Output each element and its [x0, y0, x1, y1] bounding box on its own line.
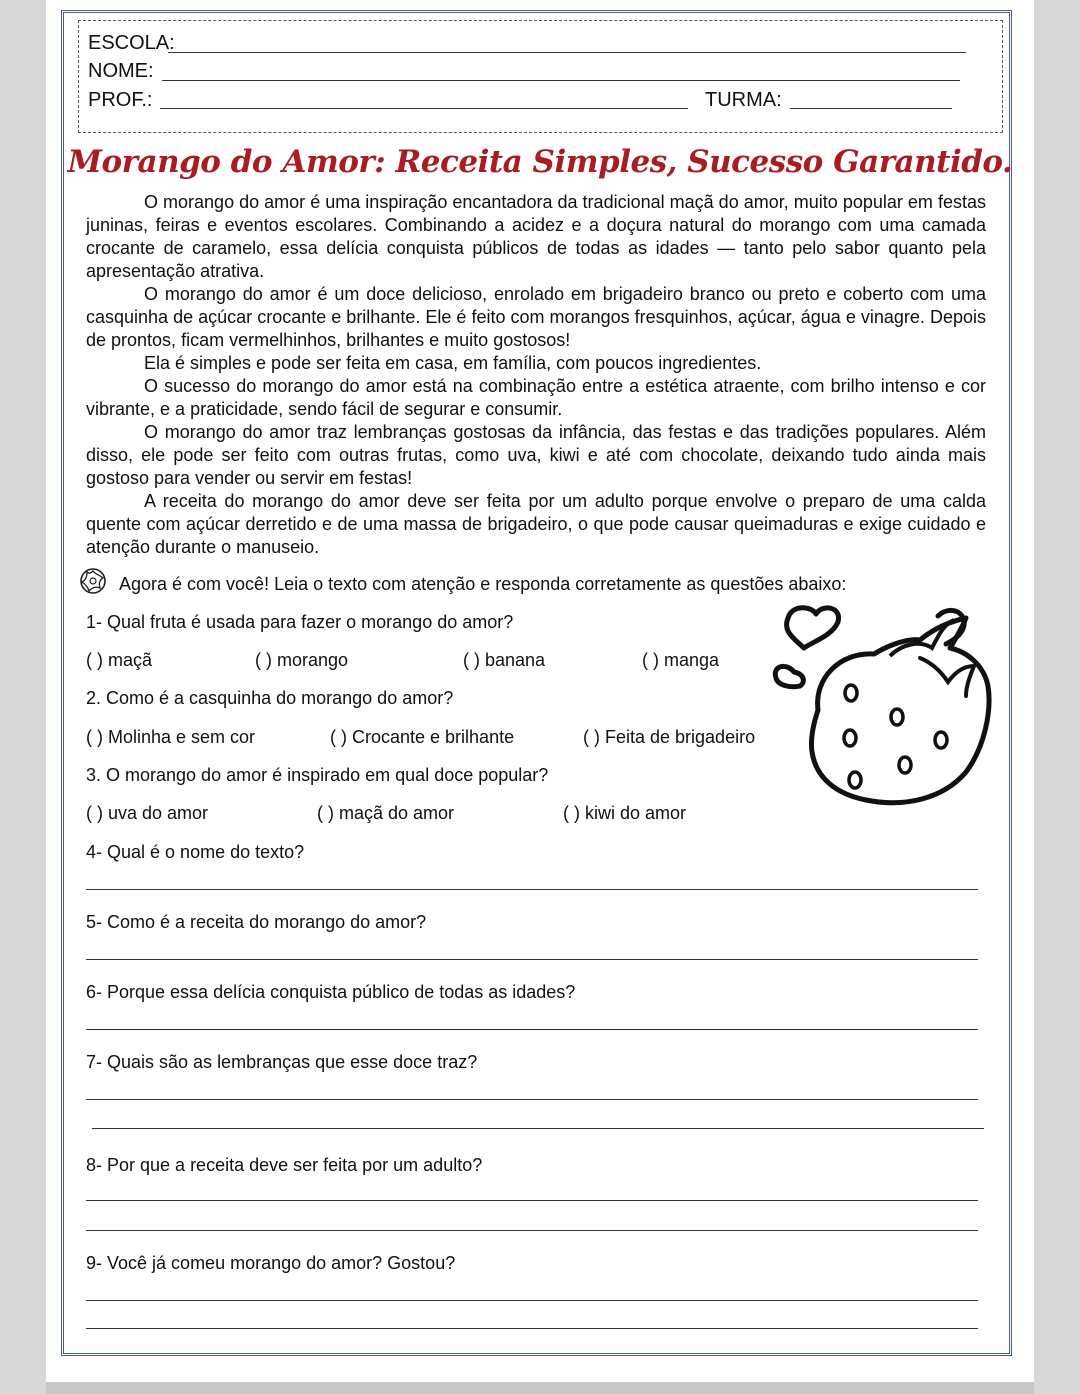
- question-2: 2. Como é a casquinha do morango do amor?: [86, 688, 454, 708]
- nome-label: NOME:: [88, 60, 154, 82]
- strawberry-icon: [770, 600, 1000, 830]
- paragraph: O morango do amor traz lembranças gostosas da infância, das festas e das tradições populares. Além disso, ele pode ser feito com outras frutas, como uva, kiwi e até com chocolate, deixando tudo ainda mais gostoso para vender ou servir em festas!: [86, 422, 986, 488]
- answer-line-q9-2[interactable]: [86, 1328, 978, 1329]
- header-box: [78, 20, 1003, 133]
- answer-line-q7-2[interactable]: [92, 1128, 984, 1129]
- q3-option-maca[interactable]: ( ) maçã do amor: [317, 803, 455, 823]
- q2-option-brigadeiro[interactable]: ( ) Feita de brigadeiro: [583, 727, 756, 747]
- answer-line-q4[interactable]: [86, 889, 978, 890]
- q1-option-banana[interactable]: ( ) banana: [463, 650, 546, 670]
- flower-icon: [78, 566, 108, 596]
- q3-option-uva[interactable]: ( ) uva do amor: [86, 803, 209, 823]
- q2-option-molinha[interactable]: ( ) Molinha e sem cor: [86, 727, 256, 747]
- q2-option-crocante[interactable]: ( ) Crocante e brilhante: [330, 727, 515, 747]
- paragraph: O morango do amor é uma inspiração encantadora da tradicional maçã do amor, muito popular em festas juninas, feiras e eventos escolares. Combinando a acidez e a doçura natural do morango com uma camada crocante de caramelo, essa delícia conquista públicos de todas as idades — tanto pelo sabor quanto pela apresentação atrativa.: [86, 192, 986, 281]
- q1-option-maca[interactable]: ( ) maçã: [86, 650, 153, 670]
- question-1: 1- Qual fruta é usada para fazer o morango do amor?: [86, 612, 514, 632]
- paragraph: Ela é simples e pode ser feita em casa, em família, com poucos ingredientes.: [144, 353, 762, 373]
- answer-line-q8-2[interactable]: [86, 1230, 978, 1231]
- instruction-text: Agora é com você! Leia o texto com atenção e responda corretamente as questões abaixo:: [119, 574, 847, 594]
- escola-field[interactable]: [168, 52, 966, 53]
- question-6: 6- Porque essa delícia conquista público de todas as idades?: [86, 982, 576, 1002]
- answer-line-q6[interactable]: [86, 1029, 978, 1030]
- escola-label: ESCOLA:: [88, 32, 175, 54]
- prof-label: PROF.:: [88, 89, 153, 111]
- turma-field[interactable]: [790, 108, 952, 109]
- q3-option-kiwi[interactable]: ( ) kiwi do amor: [563, 803, 687, 823]
- q1-option-morango[interactable]: ( ) morango: [255, 650, 349, 670]
- question-7: 7- Quais são as lembranças que esse doce traz?: [86, 1052, 478, 1072]
- paragraph: O morango do amor é um doce delicioso, enrolado em brigadeiro branco ou preto e coberto com uma casquinha de açúcar crocante e brilhante. Ele é feito com morangos fresquinhos, açúcar, água e vinagre. Depois de prontos, ficam vermelhinhos, brilhantes e muito gostosos!: [86, 284, 986, 350]
- page-title: Morango do Amor: Receita Simples, Sucesso Garantido.: [67, 144, 1013, 180]
- question-5: 5- Como é a receita do morango do amor?: [86, 912, 427, 932]
- answer-line-q7-1[interactable]: [86, 1099, 978, 1100]
- question-4: 4- Qual é o nome do texto?: [86, 842, 305, 862]
- answer-line-q8-1[interactable]: [86, 1200, 978, 1201]
- question-3: 3. O morango do amor é inspirado em qual doce popular?: [86, 765, 549, 785]
- answer-line-q5[interactable]: [86, 959, 978, 960]
- question-8: 8- Por que a receita deve ser feita por um adulto?: [86, 1155, 483, 1175]
- paragraph: A receita do morango do amor deve ser feita por um adulto porque envolve o preparo de uma calda quente com açúcar derretido e de uma massa de brigadeiro, o que pode causar queimaduras e exige cuidado e atenção durante o manuseio.: [86, 491, 986, 557]
- answer-line-q9-1[interactable]: [86, 1300, 978, 1301]
- page-bottom-edge: [46, 1382, 1034, 1394]
- reading-text: [86, 191, 986, 559]
- nome-field[interactable]: [162, 80, 960, 81]
- prof-field[interactable]: [160, 108, 688, 109]
- turma-label: TURMA:: [705, 89, 782, 111]
- paragraph: O sucesso do morango do amor está na combinação entre a estética atraente, com brilho intenso e cor vibrante, e a praticidade, sendo fácil de segurar e consumir.: [86, 376, 986, 419]
- q1-option-manga[interactable]: ( ) manga: [642, 650, 720, 670]
- question-9: 9- Você já comeu morango do amor? Gostou?: [86, 1253, 456, 1273]
